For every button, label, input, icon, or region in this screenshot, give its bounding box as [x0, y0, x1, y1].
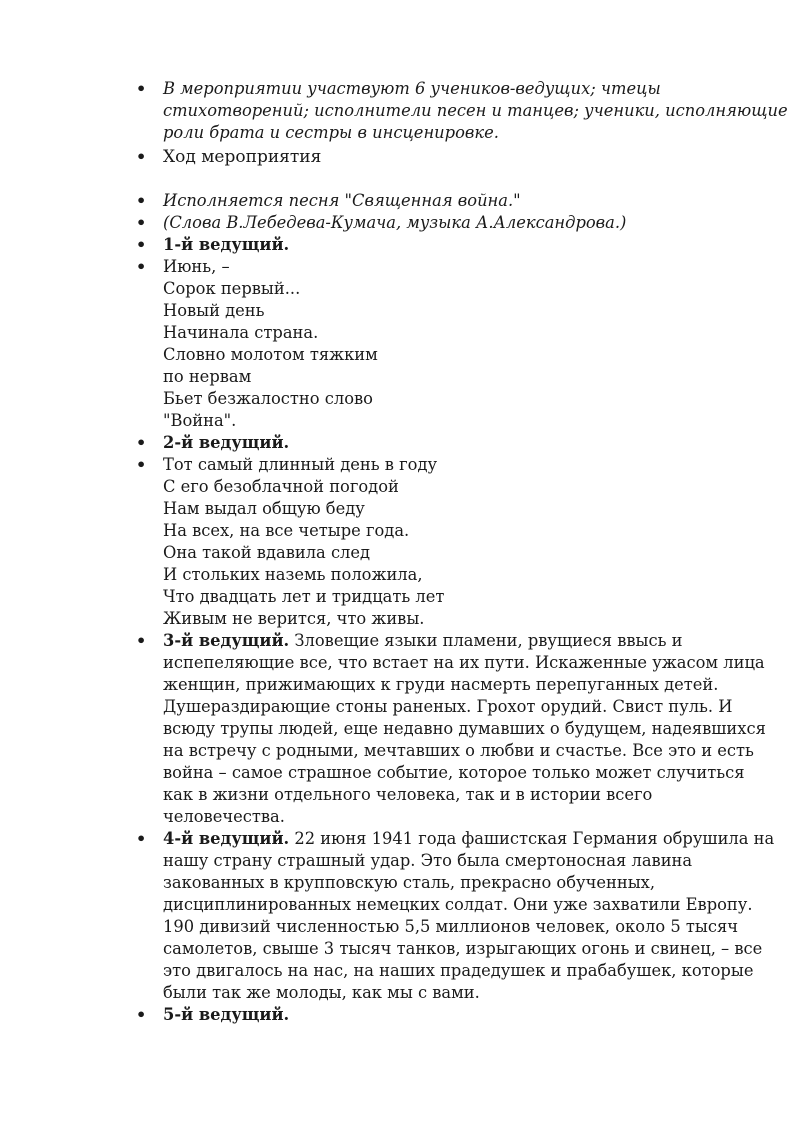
text-line: нашу страну страшный удар. Это была смертоносная лавина — [163, 851, 693, 870]
heading-event-course — [163, 146, 748, 168]
poem-stanza — [163, 454, 748, 630]
text-line: "Война". — [163, 411, 237, 430]
text-line: Живым не верится, что живы. — [163, 609, 425, 628]
bullet: • — [136, 213, 147, 232]
poem-stanza — [163, 256, 748, 432]
text-line: Бьет безжалостно слово — [163, 389, 373, 408]
text-line: Она такой вдавила след — [163, 543, 371, 562]
text-line: (Слова В.Лебедева-Кумача, музыка А.Александрова.) — [163, 213, 627, 232]
speaker-label: 4-й ведущий. — [163, 829, 290, 848]
text-line: Исполняется песня "Священная война." — [163, 191, 521, 210]
text-line: на встречу с родными, мечтавших о любви и счастье. Все это и есть — [163, 741, 754, 760]
text-line: Душераздирающие стоны раненых. Грохот орудий. Свист пуль. И — [163, 697, 733, 716]
text-line: как в жизни отдельного человека, так и в истории всего — [163, 785, 653, 804]
text-line: война – самое страшное событие, которое только может случиться — [163, 763, 745, 782]
bullet: • — [136, 433, 147, 452]
text-line — [163, 828, 775, 850]
text-line: 1-й ведущий. — [163, 235, 290, 254]
text-line: Словно молотом тяжким — [163, 345, 378, 364]
text-fragment: Зловещие языки пламени, рвущиеся ввысь и — [289, 631, 683, 650]
bullet: • — [136, 631, 147, 650]
text-line: Ход мероприятия — [163, 147, 322, 167]
text-line: 2-й ведущий. — [163, 433, 290, 452]
text-line: Тот самый длинный день в году — [163, 455, 438, 474]
text-line: роли брата и сестры в инсценировке. — [163, 123, 499, 142]
paragraph-song-credits — [163, 212, 748, 234]
bullet: • — [136, 191, 147, 210]
text-line: женщин, прижимающих к груди насмерть перепуганных детей. — [163, 675, 719, 694]
paragraph-participants — [163, 78, 788, 144]
text-fragment: 22 июня 1941 года фашистская Германия обрушила на — [289, 829, 775, 848]
speaker-label — [163, 234, 748, 256]
paragraph-host-4 — [163, 828, 775, 1004]
text-line — [163, 630, 748, 652]
text-line: это двигалось на нас, на наших прадедушек и прабабушек, которые — [163, 961, 754, 980]
text-line: по нервам — [163, 367, 252, 386]
text-line: 5-й ведущий. — [163, 1005, 290, 1024]
bullet: • — [136, 1005, 147, 1024]
speaker-label: 3-й ведущий. — [163, 631, 290, 650]
speaker-label — [163, 1004, 748, 1026]
text-line: Начинала страна. — [163, 323, 319, 342]
bullet: • — [136, 455, 147, 474]
text-line: самолетов, свыше 3 тысяч танков, изрыгающих огонь и свинец, – все — [163, 939, 763, 958]
text-line: Сорок первый... — [163, 279, 301, 298]
text-line: Новый день — [163, 301, 265, 320]
text-line: С его безоблачной погодой — [163, 477, 399, 496]
text-line: И стольких наземь положила, — [163, 565, 423, 584]
bullet: • — [136, 829, 147, 848]
text-line: Июнь, – — [163, 257, 230, 276]
speaker-label — [163, 432, 748, 454]
text-line: Что двадцать лет и тридцать лет — [163, 587, 445, 606]
text-line: были так же молоды, как мы с вами. — [163, 983, 480, 1002]
text-line: всюду трупы людей, еще недавно думавших о будущем, надеявшихся — [163, 719, 766, 738]
bullet: • — [136, 147, 147, 166]
text-line: испепеляющие все, что встает на их пути. Искаженные ужасом лица — [163, 653, 765, 672]
paragraph-host-3 — [163, 630, 766, 828]
text-line: В мероприятии участвуют 6 учеников-ведущих; чтецы — [163, 79, 661, 98]
text-line: На всех, на все четыре года. — [163, 521, 410, 540]
text-line: закованных в крупповскую сталь, прекрасно обученных, — [163, 873, 656, 892]
text-line: стихотворений; исполнители песен и танцев; ученики, исполняющие — [163, 101, 788, 120]
text-line: Нам выдал общую беду — [163, 499, 365, 518]
bullet: • — [136, 79, 147, 98]
bullet: • — [136, 257, 147, 276]
text-line: человечества. — [163, 807, 285, 826]
text-line: 190 дивизий численностью 5,5 миллионов человек, около 5 тысяч — [163, 917, 739, 936]
paragraph-song — [163, 190, 748, 212]
bullet: • — [136, 235, 147, 254]
text-line: дисциплинированных немецких солдат. Они уже захватили Европу. — [163, 895, 753, 914]
